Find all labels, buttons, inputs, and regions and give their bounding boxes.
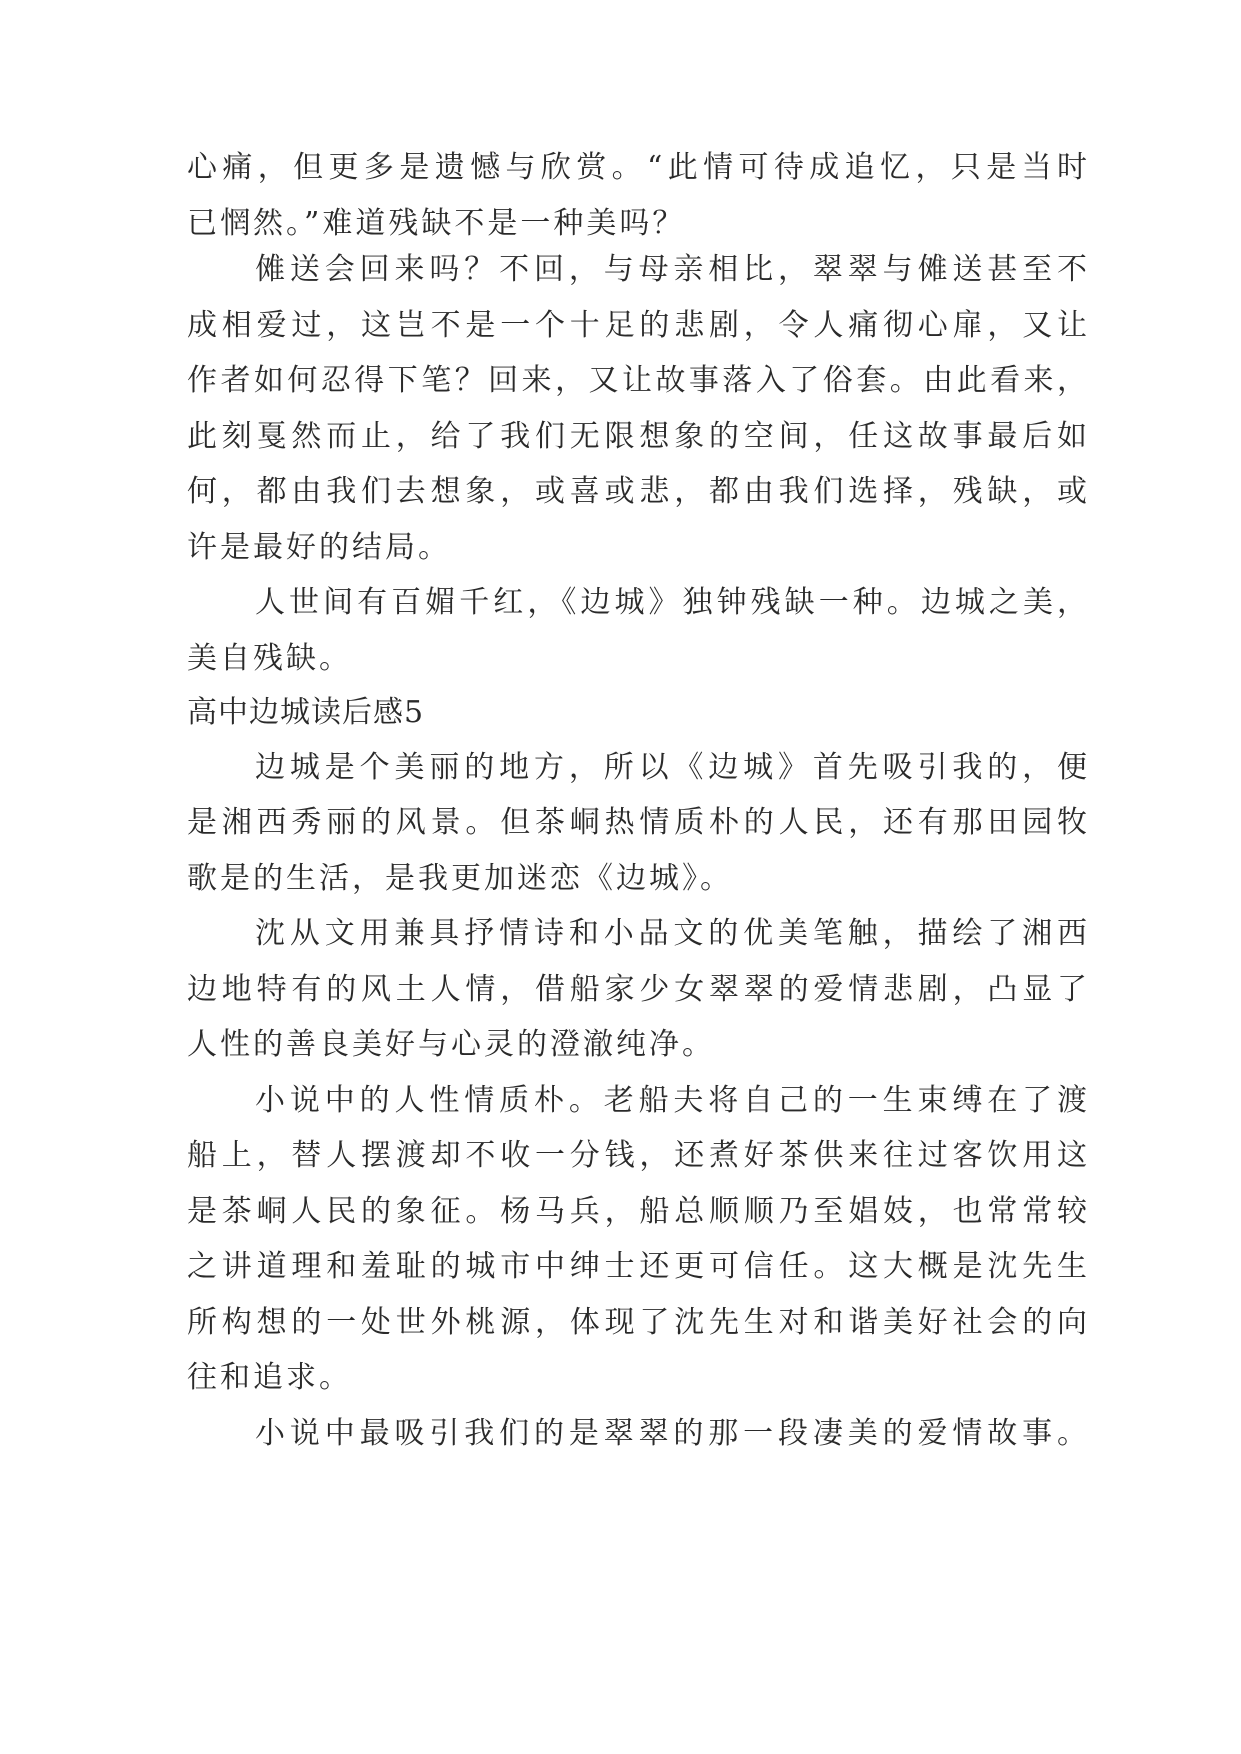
text-line: 船上，替人摆渡却不收一分钱，还煮好茶供来往过客饮用这 — [187, 1138, 1087, 1173]
text-line: 人性的善良美好与心灵的澄澈纯净。 — [187, 1027, 715, 1062]
text-line: 美自残缺。 — [187, 641, 352, 676]
text-line: 之讲道理和羞耻的城市中绅士还更可信任。这大概是沈先生 — [187, 1249, 1087, 1284]
text-line: 往和追求。 — [187, 1360, 352, 1395]
text-line: 边城是个美丽的地方，所以《边城》首先吸引我的，便 — [255, 750, 1087, 785]
text-line: 已惘然。”难道残缺不是一种美吗？ — [187, 206, 686, 241]
text-line: 边地特有的风土人情，借船家少女翠翠的爱情悲剧，凸显了 — [187, 972, 1087, 1007]
text-line: 作者如何忍得下笔？回来，又让故事落入了俗套。由此看来， — [187, 363, 1087, 398]
text-line: 是茶峒人民的象征。杨马兵，船总顺顺乃至娼妓，也常常较 — [187, 1194, 1087, 1229]
text-line: 沈从文用兼具抒情诗和小品文的优美笔触，描绘了湘西 — [255, 916, 1087, 951]
text-line: 小说中最吸引我们的是翠翠的那一段凄美的爱情故事。 — [255, 1416, 1087, 1451]
text-line: 傩送会回来吗？不回，与母亲相比，翠翠与傩送甚至不 — [255, 252, 1087, 287]
text-line: 歌是的生活，是我更加迷恋《边城》。 — [187, 861, 733, 896]
text-line: 人世间有百媚千红，《边城》独钟残缺一种。边城之美， — [255, 585, 1087, 620]
text-line: 许是最好的结局。 — [187, 530, 451, 565]
text-line: 心痛，但更多是遗憾与欣赏。“此情可待成追忆，只是当时 — [187, 150, 1087, 185]
text-line: 何，都由我们去想象，或喜或悲，都由我们选择，残缺，或 — [187, 474, 1087, 509]
text-line: 成相爱过，这岂不是一个十足的悲剧，令人痛彻心扉，又让 — [187, 308, 1087, 343]
text-line: 是湘西秀丽的风景。但茶峒热情质朴的人民，还有那田园牧 — [187, 805, 1087, 840]
section-heading: 高中边城读后感5 — [187, 695, 425, 730]
text-line: 此刻戛然而止，给了我们无限想象的空间，任这故事最后如 — [187, 419, 1087, 454]
text-line: 所构想的一处世外桃源，体现了沈先生对和谐美好社会的向 — [187, 1305, 1087, 1340]
text-line: 小说中的人性情质朴。老船夫将自己的一生束缚在了渡 — [255, 1083, 1087, 1118]
